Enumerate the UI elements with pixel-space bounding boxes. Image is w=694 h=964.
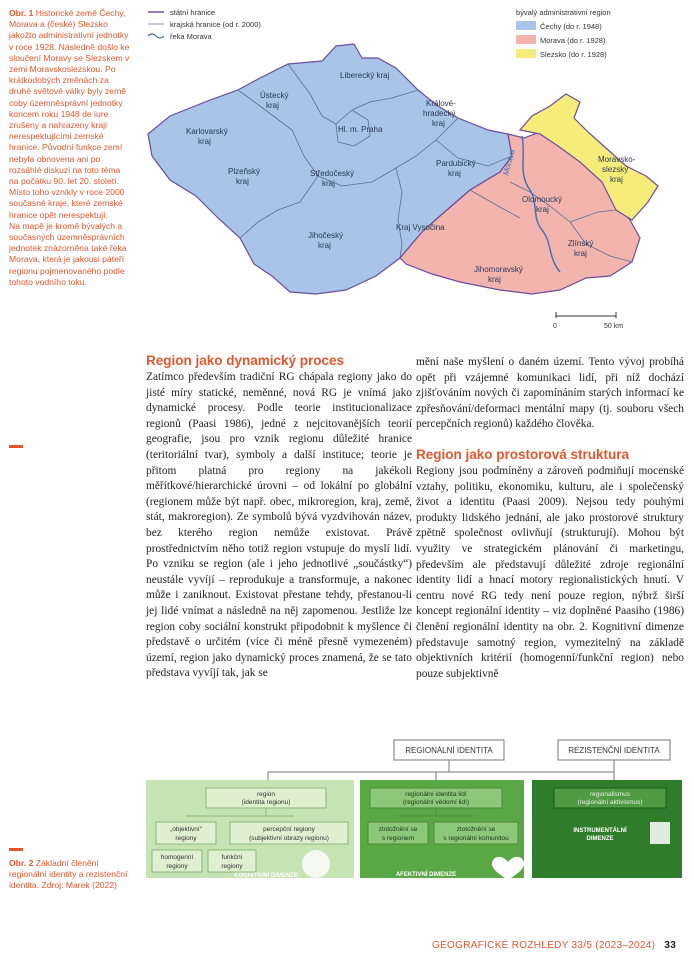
identity-diagram: [146, 738, 684, 880]
legend-cechy: Čechy (do r. 1948): [540, 22, 602, 31]
svg-text:ztotožnění ses regionální komu: ztotožnění se s regionální komunitou: [443, 826, 509, 842]
svg-text:funkčníregiony: funkční regiony: [221, 854, 243, 870]
svg-text:ztotožnění ses regionem: ztotožnění se s regionem: [378, 826, 418, 842]
svg-text:region(identita regionu): region (identita regionu): [241, 791, 291, 806]
label-olomoucky: Olomoucký kraj: [522, 195, 563, 214]
svg-text:INSTRUMENTÁLNÍDIMENZE: INSTRUMENTÁLNÍ DIMENZE: [573, 828, 627, 842]
label-kralovehradecky: Králové-hradecký kraj: [423, 99, 456, 128]
legend-morava: Morava (do r. 1928): [540, 36, 606, 45]
legend-title: bývalý administrativní region: [516, 8, 611, 17]
section-title-dynamic: Region jako dynamický proces: [146, 353, 345, 368]
legend-kraj-border: krajská hranice (od r. 2000): [170, 20, 261, 29]
svg-text:regionální identita lidí(regio: regionální identita lidí (regionální vědomí lidí): [402, 791, 470, 806]
footer: [432, 940, 676, 951]
figure-1-label: Obr. 1: [9, 8, 34, 18]
svg-text:„objektivní“regiony: „objektivní“ regiony: [170, 826, 202, 842]
figure-2-text: Základní členění regionální identity a rezistenční identita. Zdroj: Marek (2022): [9, 858, 128, 891]
section-text-structure: Regiony jsou podmíněny a zároveň podmiňují mocenské vztahy, politiku, ekonomiku, kulturu, ale i společenský život a identitu (Paasi 2009). Nejsou tedy pouhými produkty lidského jednání, ale jako prostorové struktury zpětně společnost ovlivňují (strukturují). Mohou být využity ve strategickém plánování či marketingu, především ale představují důležité zdroje regionální identity lidí a hnací motory regionalistických hnutí. V centru nové RG tedy není pouze region, nýbrž širší koncept regionální identity – viz doplněné Paasiho (1986) členění regionální identity na obr. 2. Kognitivní dimenze představuje samotný region, vymezitelný na základě objektivních kritérií (homogenní/funkční region) nebo pouze subjektivně: [416, 464, 684, 680]
label-zlinsky: Zlínský kraj: [568, 239, 594, 258]
svg-text:percepční regiony(subjektivní: percepční regiony (subjektivní obrazy regionu): [249, 826, 329, 842]
figure-2-caption: [9, 858, 131, 892]
fist-icon: [650, 822, 670, 844]
cognitive-label: KOGNITIVNÍ DIMENZE: [234, 873, 298, 879]
svg-text:regionalismus(regionální aktiv: regionalismus (regionální aktivismus): [577, 791, 643, 806]
affective-label: AFEKTIVNÍ DIMENZE: [395, 872, 457, 878]
label-vysocina: Kraj Vysočina: [396, 223, 445, 232]
label-jihomoravsky: Jihomoravský kraj: [474, 265, 523, 284]
svg-text:homogenníregiony: homogenní regiony: [160, 854, 194, 870]
scale-zero: 0: [553, 323, 557, 330]
legend-state-border: státní hranice: [170, 8, 216, 17]
label-liberecky: Liberecký kraj: [340, 71, 390, 80]
figure-1-caption: [9, 8, 131, 288]
scale-bar: [553, 312, 623, 330]
diagram-regional-identity: REGIONÁLNÍ IDENTITA: [405, 746, 493, 755]
figure-1-text: Historické země Čechy, Morava a (české) Slezsko jakožto administrativní jednotky v roce 1928. Následně došlo ke sloučení Moravy se Slezskem v zemi Moravskoslezskou. Po krátkodobých změnách za druhé světové války byly země coby územněsprávní jednotky koncem roku 1948 de iure zrušeny a nahrazeny kraji nerespektujícími zemské hranice. Původní funkce zemí nebyla obnovena ani po rozsáhlé diskuzi na toto téma na počátku 90. let 20. století. Místo toho vznikly v roce 2000 současné kraje, které zemské hranice opět nerespektují.: [9, 8, 130, 220]
background-bleed: [9, 645, 129, 655]
label-plzensky: Plzeňský kraj: [228, 167, 261, 186]
caption-dash: [9, 445, 23, 448]
figure-1-text-2: Na mapě je kromě bývalých a současných územněsprávních jednotek znázorněna také řeka Morava, která je jakousi páteří regionu pojmenovaného podle tohoto vodního toku.: [9, 220, 127, 287]
label-ustecky: Ústecký kraj: [260, 91, 289, 110]
label-praha: Hl. m. Praha: [338, 125, 383, 134]
section-text-dynamic: Zatímco především tradiční RG chápala regiony jako do jisté míry statické, neměnné, nová RG je vnímá jako dynamické procesy. Podle teorie institucionalizace regionů (Paasi 1986), jedné z nejcitovanějších teorií geografie, jsou pro vznik regionu důležité hranice (teritoriální tvar), symboly a další instituce; teorie je přitom platná pro regiony na jakékoli měřítkové/hierarchické úrovni – od lokální po globální (regionem může být např. obec, mikroregion, kraj, země, stát, makroregion). Ze symbolů bývá vyzdvihován název, bez kterého region nemůže existovat. Právě prostřednictvím něho totiž region vstupuje do myslí lidí. Po vzniku se region (ale i jeho jednotlivé „součástky“) neustále vyvíjí – reprodukuje a transformuje, a nakonec může i zaniknout. Existovat přestane tehdy, přestanou-li jej lidé vnímat a následně na něj zapomenou. Jestliže lze region coby sociální konstrukt připodobnit k myšlence či představě o určitém (více či méně přesně vymezeném) území, region jako dynamický proces znamená, že se tato představa vyvíjí tak, jak se: [146, 371, 412, 680]
czech-regions-map: [140, 6, 688, 346]
label-moravskoslezsky: Moravsko-slezský kraj: [598, 155, 636, 184]
legend-slezsko: Slezsko (do r. 1928): [540, 50, 607, 59]
diagram-resistance-identity: REZISTENČNÍ IDENTITA: [568, 746, 660, 755]
label-jihocesky: Jihočeský kraj: [308, 231, 344, 250]
footer-issue: 33/5 (2023–2024): [571, 940, 656, 951]
figure-2-label: Obr. 2: [9, 858, 34, 868]
footer-journal: GEOGRAFICKÉ ROZHLEDY: [432, 940, 569, 951]
river-label: Morava: [501, 148, 517, 177]
label-karlovarsky: Karlovarský kraj: [186, 127, 228, 146]
label-pardubicky: Pardubický kraj: [436, 159, 476, 178]
brain-icon: [302, 850, 330, 878]
label-stredocesky: Středočeský kraj: [310, 169, 355, 188]
caption-dash-2: [9, 848, 23, 851]
column-2-continuation: mění naše myšlení o daném území. Tento vývoj probíhá opět při vzájemné komunikaci lidí, při níž dochází zjišťováním nových či zapomínáním starých informací ke zpřesňování/deformaci mentální mapy (tj. souboru všech percepčních regionů) každého člověka.: [416, 356, 684, 431]
section-title-structure: Region jako prostorová struktura: [416, 446, 630, 462]
scale-50: 50 km: [604, 323, 624, 330]
legend-river: řeka Morava: [170, 32, 212, 41]
page-number: 33: [664, 940, 677, 951]
